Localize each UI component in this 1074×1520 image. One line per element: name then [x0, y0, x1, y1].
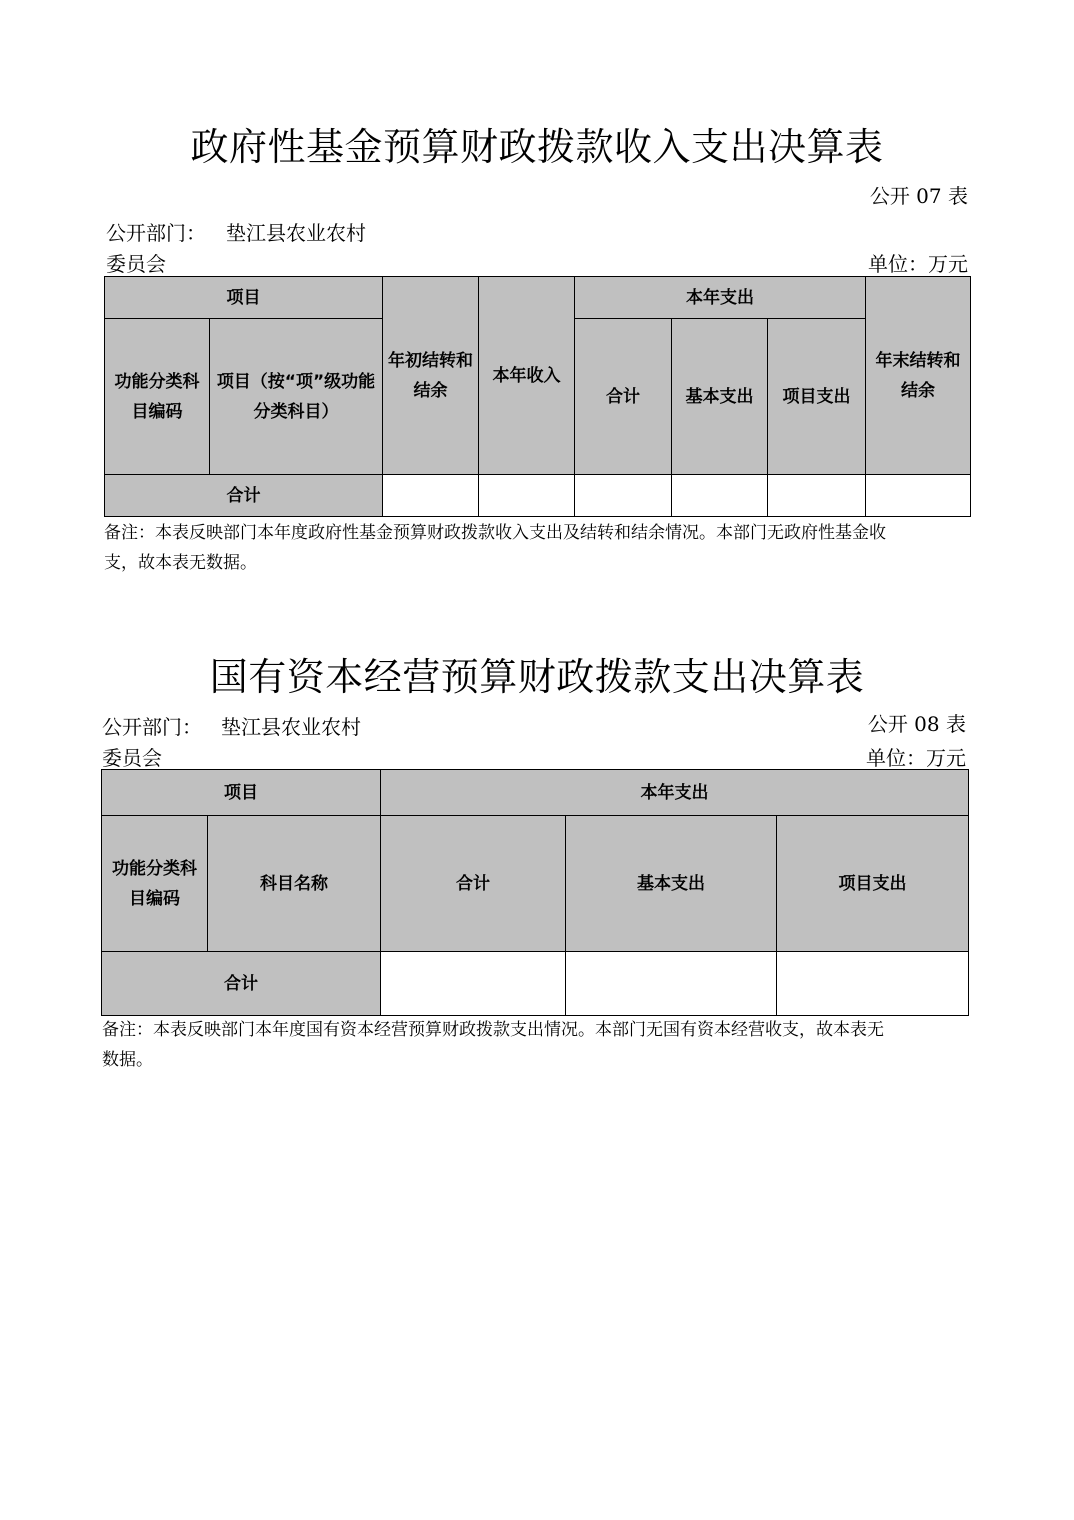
doc1-note-line2: 支，故本表无数据。 — [104, 553, 257, 573]
doc2-header-project: 项目 — [102, 770, 381, 816]
doc1-table-number: 公开 07 表 — [869, 184, 968, 208]
doc1-note — [104, 518, 974, 578]
doc1-header-total: 合计 — [575, 319, 672, 475]
doc2-header-total: 合计 — [381, 816, 566, 952]
doc1-header-project-item: 项目（按“项”级功能分类科目） — [210, 319, 383, 475]
doc1-total-cell — [575, 475, 672, 517]
doc1-title: 政府性基金预算财政拨款收入支出决算表 — [190, 125, 884, 169]
doc1-header-func-code: 功能分类科目编码 — [105, 319, 210, 475]
doc1-total-cell — [866, 475, 971, 517]
doc1-header-expense: 本年支出 — [575, 277, 866, 319]
doc2-note-line2: 数据。 — [102, 1050, 153, 1070]
doc1-dept-label: 公开部门： — [106, 221, 206, 245]
doc2-total-cell — [777, 952, 969, 1016]
doc1-header-carry-end: 年末结转和结余 — [866, 277, 971, 475]
doc1-total-cell — [768, 475, 866, 517]
doc2-dept-label: 公开部门： — [102, 715, 202, 739]
doc1-total-cell — [479, 475, 575, 517]
doc1-total-cell — [672, 475, 768, 517]
doc2-table — [101, 769, 969, 1016]
doc1-header-project-exp: 项目支出 — [768, 319, 866, 475]
doc1-header-income: 本年收入 — [479, 277, 575, 475]
doc2-total-row-label: 合计 — [102, 952, 381, 1016]
doc1-header-carry-begin: 年初结转和结余 — [383, 277, 479, 475]
doc2-table-number: 公开 08 表 — [867, 712, 966, 736]
doc1-header-basic: 基本支出 — [672, 319, 768, 475]
doc2-total-cell — [381, 952, 566, 1016]
doc1-total-row-label: 合计 — [105, 475, 383, 517]
doc1-dept-name: 垫江县农业农村 — [226, 221, 366, 245]
doc2-total-cell — [566, 952, 777, 1016]
doc2-note-line1: 备注：本表反映部门本年度国有资本经营预算财政拨款支出情况。本部门无国有资本经营收支，故本表无 — [102, 1020, 884, 1040]
doc2-header-basic: 基本支出 — [566, 816, 777, 952]
doc2-unit: 单位：万元 — [866, 746, 966, 770]
doc2-dept-name: 垫江县农业农村 — [221, 715, 361, 739]
doc1-header-project: 项目 — [105, 277, 383, 319]
doc2-header-project-exp: 项目支出 — [777, 816, 969, 952]
doc1-table — [104, 276, 971, 517]
doc2-dept-name-cont: 委员会 — [102, 746, 162, 770]
doc1-dept-name-cont: 委员会 — [106, 252, 166, 276]
doc1-unit: 单位：万元 — [868, 252, 968, 276]
doc2-header-func-code: 功能分类科目编码 — [102, 816, 208, 952]
doc1-total-cell — [383, 475, 479, 517]
doc2-note — [102, 1015, 974, 1075]
doc1-note-line1: 备注：本表反映部门本年度政府性基金预算财政拨款收入支出及结转和结余情况。本部门无政府性基金收 — [104, 523, 886, 543]
doc2-header-expense: 本年支出 — [381, 770, 969, 816]
doc2-title: 国有资本经营预算财政拨款支出决算表 — [209, 655, 865, 699]
doc2-header-subject-name: 科目名称 — [208, 816, 381, 952]
